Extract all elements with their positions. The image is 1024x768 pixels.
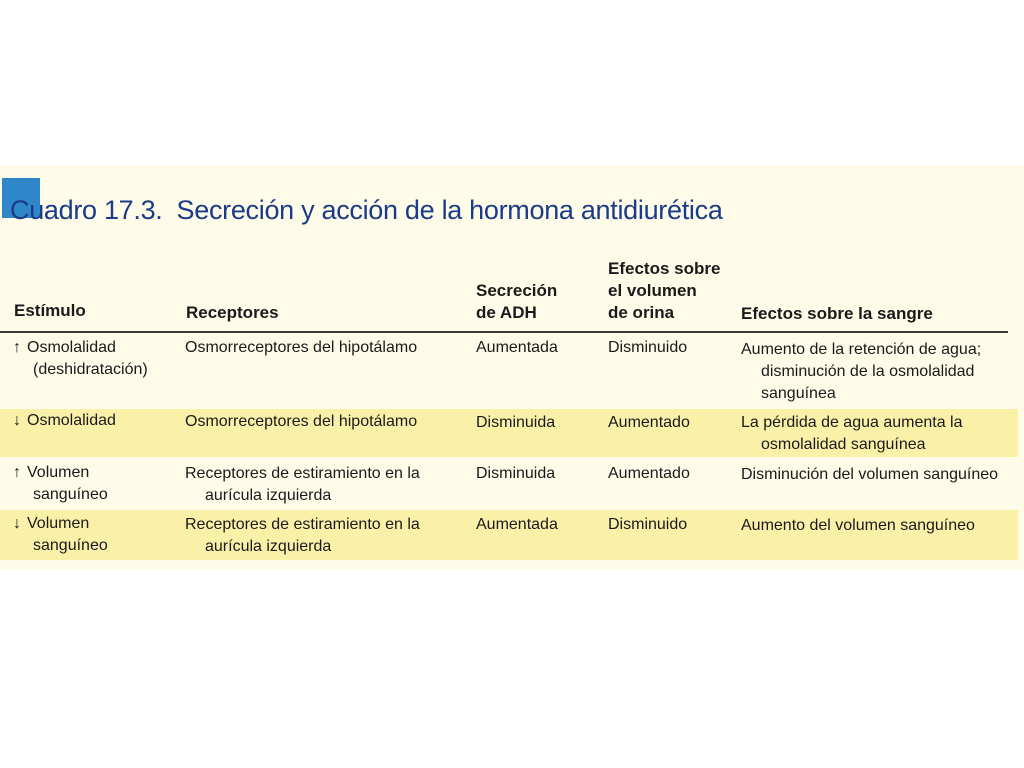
- cell-receptores: [185, 463, 420, 507]
- cell-line: disminución de la osmolalidad: [761, 363, 975, 380]
- cell-estimulo: [13, 337, 148, 381]
- arrow-down-icon: ↓: [13, 515, 21, 532]
- cell-line: (deshidratación): [33, 361, 148, 378]
- table-title: [10, 195, 723, 226]
- cell-sangre: [741, 339, 981, 405]
- cell-line: sanguínea: [761, 385, 836, 402]
- cell-line: Volumen: [27, 515, 90, 532]
- cell-line: aurícula izquierda: [205, 538, 332, 555]
- cell-sangre: [741, 412, 963, 456]
- cell-receptores: [185, 514, 420, 558]
- arrow-down-icon: ↓: [13, 412, 21, 429]
- header-secrecion: [476, 280, 557, 324]
- cell-receptores: [185, 411, 417, 433]
- header-volumen-line: Efectos sobre: [608, 259, 721, 278]
- cell-line: Receptores de estiramiento en la: [185, 465, 420, 482]
- header-volumen-orina: [608, 258, 720, 324]
- cell-line: Osmolalidad: [27, 339, 116, 356]
- cell-line: osmolalidad sanguínea: [761, 436, 926, 453]
- cell-orina: Disminuido: [608, 339, 688, 356]
- header-secrecion-line: de ADH: [476, 303, 537, 322]
- cell-secrecion: Aumentada: [476, 339, 558, 356]
- cell-estimulo: [13, 410, 116, 432]
- cell-line: aurícula izquierda: [205, 487, 332, 504]
- cell-line: sanguíneo: [33, 537, 108, 554]
- table-title-text: Secreción y acción de la hormona antidiurética: [176, 195, 723, 225]
- cell-secrecion: Disminuida: [476, 414, 556, 431]
- cell-line: Aumento del volumen sanguíneo: [741, 517, 975, 534]
- cell-orina: Disminuido: [608, 516, 688, 533]
- header-volumen-line: de orina: [608, 303, 675, 322]
- cell-line: Osmorreceptores del hipotálamo: [185, 413, 418, 430]
- cell-orina: Aumentado: [608, 465, 690, 482]
- cell-sangre: [741, 515, 975, 537]
- cell-secrecion: Disminuida: [476, 465, 556, 482]
- cell-line: Aumento de la retención de agua;: [741, 341, 982, 358]
- table-number: Cuadro 17.3.: [10, 195, 163, 225]
- arrow-up-icon: ↑: [13, 339, 21, 356]
- cell-line: Osmorreceptores del hipotálamo: [185, 339, 418, 356]
- header-receptores: Receptores: [186, 303, 279, 322]
- cell-line: La pérdida de agua aumenta la: [741, 414, 963, 431]
- cell-line: sanguíneo: [33, 486, 108, 503]
- header-sangre: Efectos sobre la sangre: [741, 304, 933, 323]
- cell-line: Receptores de estiramiento en la: [185, 516, 420, 533]
- cell-sangre: [741, 464, 998, 486]
- cell-orina: Aumentado: [608, 414, 690, 431]
- header-rule: [0, 331, 1008, 333]
- header-secrecion-line: Secreción: [476, 281, 558, 300]
- cell-estimulo: [13, 513, 108, 557]
- header-estimulo: Estímulo: [14, 301, 86, 320]
- cell-line: Volumen: [27, 464, 90, 481]
- cell-receptores: [185, 337, 417, 359]
- cell-line: Osmolalidad: [27, 412, 116, 429]
- header-volumen-line: el volumen: [608, 281, 697, 300]
- cell-line: Disminución del volumen sanguíneo: [741, 466, 999, 483]
- arrow-up-icon: ↑: [13, 464, 21, 481]
- cell-secrecion: Aumentada: [476, 516, 558, 533]
- cell-estimulo: [13, 462, 108, 506]
